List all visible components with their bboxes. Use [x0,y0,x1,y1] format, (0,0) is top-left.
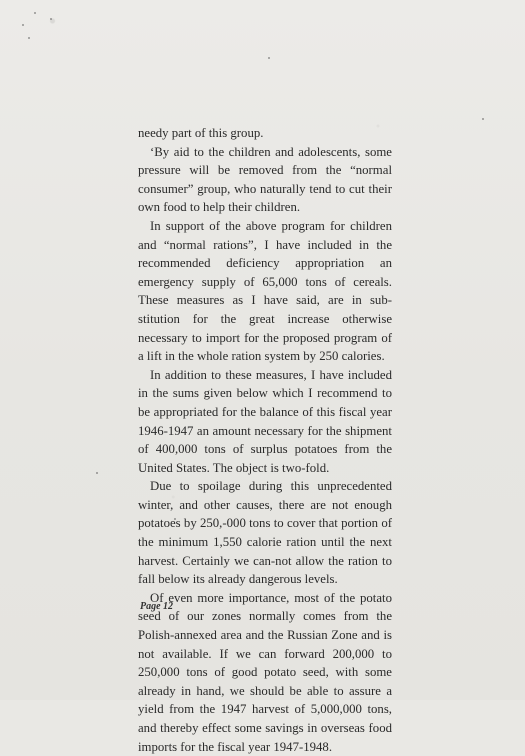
paragraph-potato-seed: Of even more importance, most of the potato seed of our zones normally comes from the Polish-annexed area and the Russian Zone and is not available. If we can forward 200,000 to 250,000 tons of good potato seed, with some already in hand, we should be able to assure a yield from the 1947 harvest of 5,000,000 tons, and thereby effect some savings in overseas food imports for the fiscal year 1947-1948. [138,590,392,754]
scan-speck [34,12,36,14]
page-number: Page 12 [140,601,174,612]
scan-speck [96,472,98,474]
paragraph-continuation: needy part of this group. [138,126,264,140]
scan-speck [28,37,30,39]
paragraph-support-program: In support of the above program for children and “normal rations”, I have included in the recommended deficiency appropriation an emergency supply of 65,000 tons of cereals. These measures as I have said, are in sub-stitution for the great increase otherwise necessary to import for the proposed program of a lift in the whole ration system by 250 calories. [138,218,392,364]
paragraph-potato-shipment: In addition to these measures, I have included in the sums given below which I recommend to be appropriated for the balance of this fiscal year 1946-1947 an amount necessary for the shipment of 400,000 tons of surplus potatoes from the United States. The object is two-fold. [138,367,392,475]
scan-speck [22,24,24,26]
body-text [138,124,392,756]
scan-speck [268,57,270,59]
paragraph-children-aid: ‘By aid to the children and adolescents, some pressure will be removed from the “normal consumer” group, who naturally tend to cut their own food to help their children. [138,144,392,215]
scan-speck [50,18,52,20]
paragraph-spoilage: Due to spoilage during this unprecedented winter, and other causes, there are not enough potatoes by 250,-000 tons to cover that portion of the minimum 1,550 calorie ration until the next harvest. Certainly we can-not allow the ration to fall below its already dangerous levels. [138,479,392,587]
scan-speck [482,118,484,120]
